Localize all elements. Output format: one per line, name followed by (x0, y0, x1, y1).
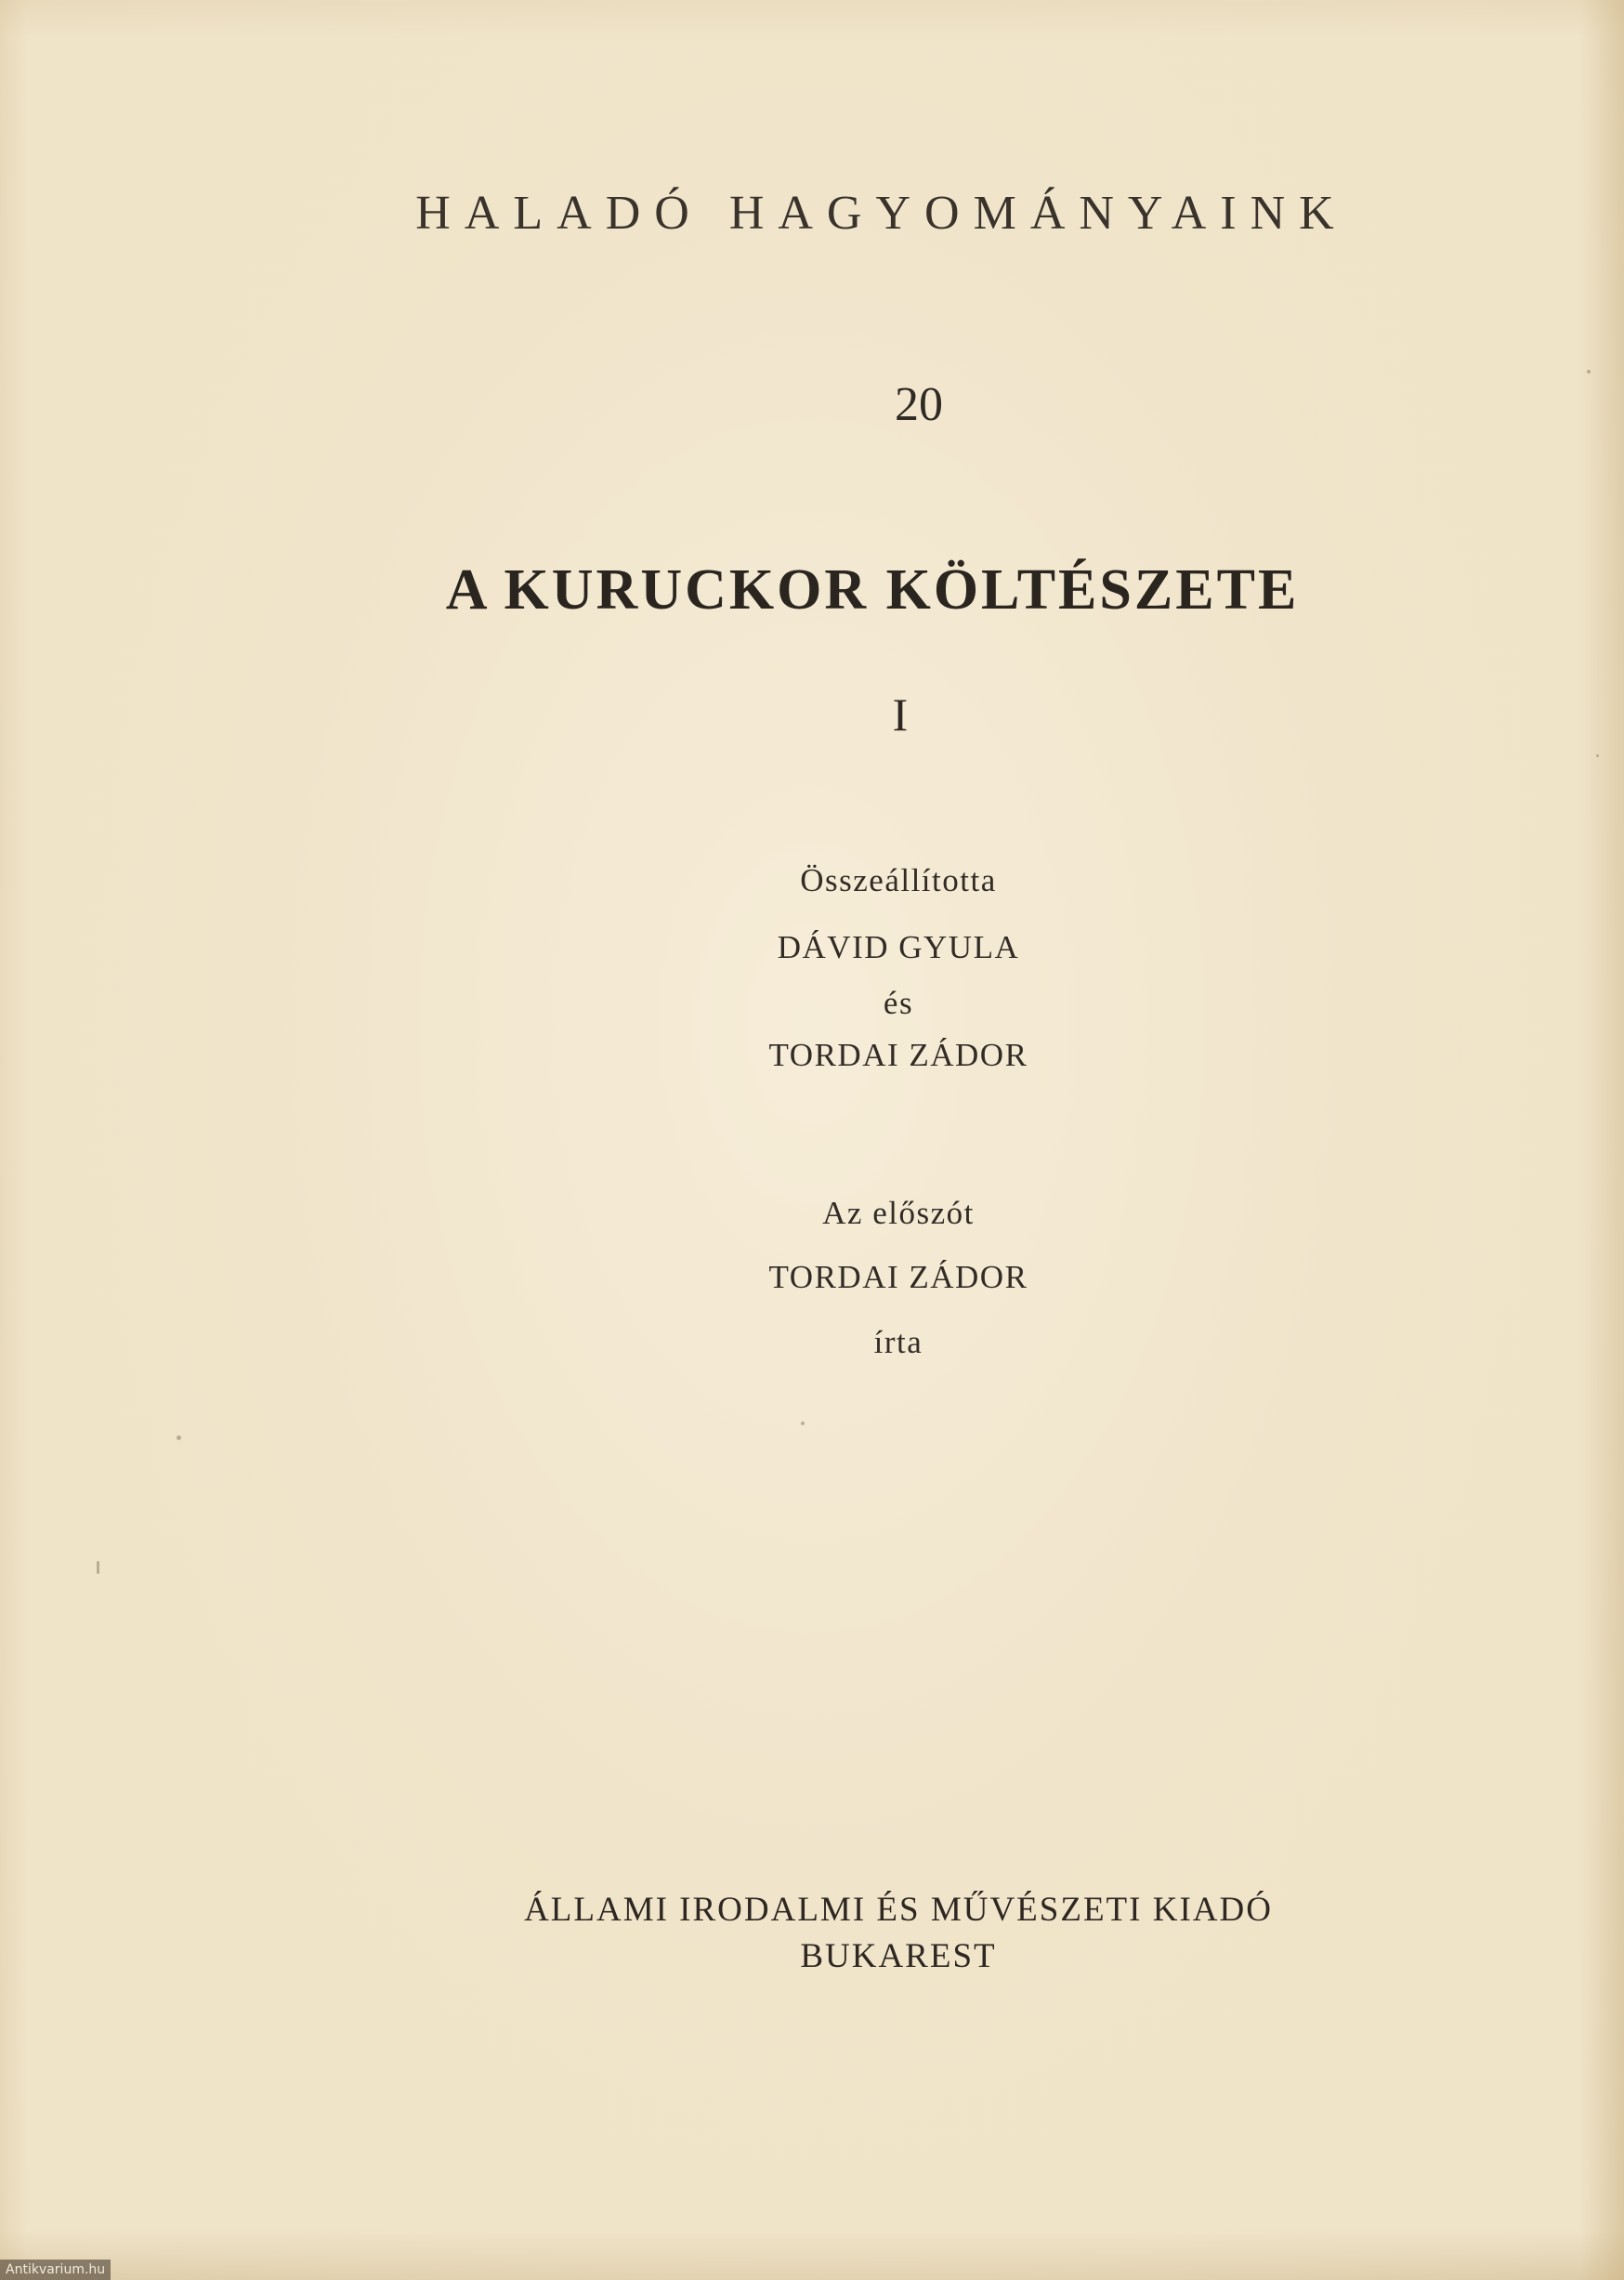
volume-number: I (892, 688, 909, 740)
editor-name: DÁVID GYULA (777, 929, 1020, 965)
series-number: 20 (895, 378, 943, 431)
book-title: A KURUCKOR KÖLTÉSZETE (445, 558, 1300, 622)
paper-speck (1596, 754, 1599, 757)
paper-speck (1587, 370, 1591, 373)
series-title: HALADÓ HAGYOMÁNYAINK (415, 187, 1348, 240)
preface-author: TORDAI ZÁDOR (768, 1259, 1028, 1295)
publisher-name: ÁLLAMI IRODALMI ÉS MŰVÉSZETI KIADÓ (524, 1891, 1273, 1929)
preface-label: Az előszót (822, 1195, 975, 1231)
wrote-label: írta (873, 1324, 923, 1360)
conjunction-label: és (883, 985, 914, 1021)
compiled-by-label: Összeállította (800, 862, 997, 898)
paper-speck (801, 1422, 805, 1425)
watermark: Antikvarium.hu (0, 2260, 111, 2280)
publisher-city: BUKAREST (800, 1937, 997, 1975)
editor-name: TORDAI ZÁDOR (768, 1037, 1028, 1073)
paper-speck (177, 1435, 181, 1440)
paper-speck (97, 1561, 99, 1574)
